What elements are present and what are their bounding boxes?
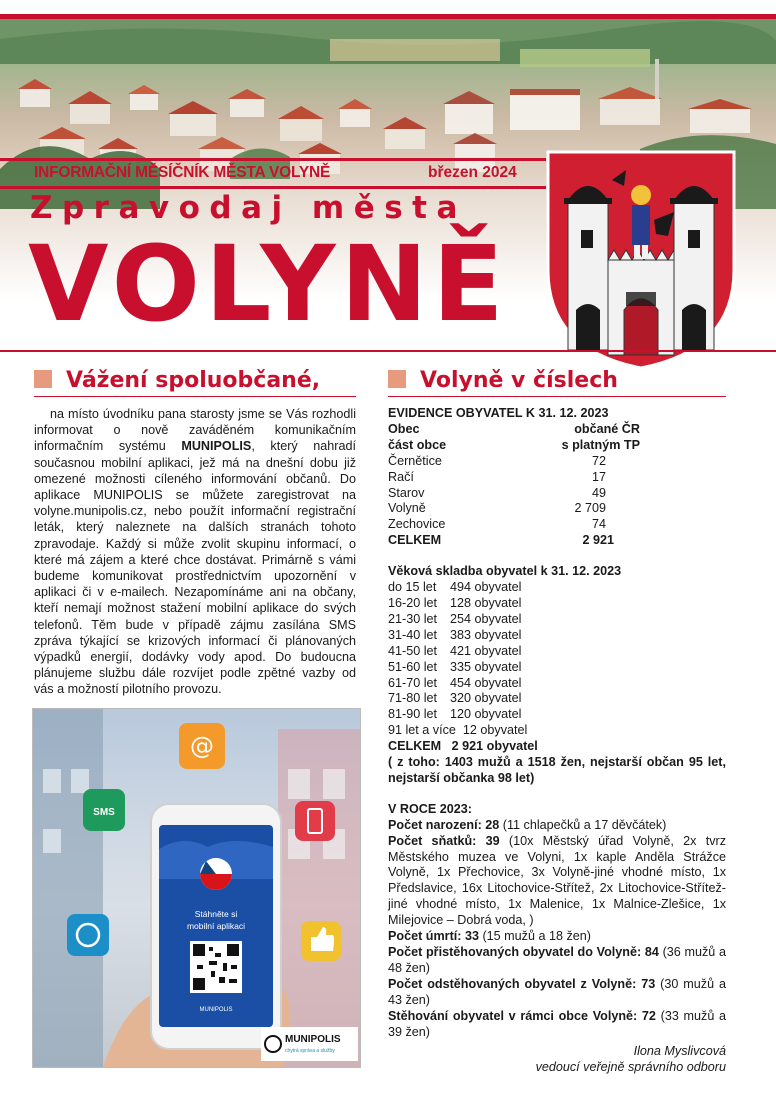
heading-square-icon — [388, 370, 406, 388]
part-name: Zechovice — [388, 517, 446, 532]
left-heading-rule — [34, 396, 356, 397]
age-note: ( z toho: 1403 mužů a 1518 žen, nejstarší občan 95 let, nejstarší občanka 98 let) — [388, 755, 726, 785]
age-count: 383 obyvatel — [450, 627, 522, 642]
stat-label: Počet sňatků: 39 — [388, 833, 500, 848]
part-value: 2 709 — [574, 501, 606, 516]
phone-cta-line2: mobilní aplikaci — [186, 921, 246, 931]
age-count: 335 obyvatel — [450, 659, 522, 674]
age-range: 81-90 let — [388, 707, 438, 722]
body-text-part-2: , který nahradí současnou mobilní aplikaci, jež má na dnešní dobu již omezené možnosti cíleného informování občanů. Do aplikace MUNIPOLIS se můžete zaregistrovat na volyne.munipolis.cz, nebo použít informační registrační leták, který naleznete na dalších stranách tohoto zpravodaje. Každý si může zvolit skupinu informací, o které má zájem a které chce dostávat. Primárně s vámi budeme komunikovat prostřednictvím upozornění v aplikaci či v e-mailech. Nezapomínáme ani na občany, kteří nemají možnost stažení mobilní aplikace do svých telefonů. Těm bude v případě zájmu zasílána SMS zpráva týkající se krizových informací či plánovaných výpadků energií, dodávky vody apod. Do budoucna plánujeme službu dále rozvíjet podle zpětné vazby od vás a možností pilotního provozu. — [34, 439, 356, 697]
stat-item — [388, 818, 726, 834]
table-row — [388, 470, 726, 486]
phone-brand: MUNIPOLIS — [199, 1007, 233, 1013]
list-item — [388, 596, 726, 612]
stat-item — [388, 1009, 726, 1041]
stat-text: (30 mužů a 43 žen) — [388, 976, 726, 1007]
left-article-heading — [34, 368, 320, 393]
stat-text: (15 mužů a 18 žen) — [478, 929, 591, 944]
body-brand-name: MUNIPOLIS — [181, 439, 252, 454]
age-range: 16-20 let — [388, 595, 438, 610]
masthead-bottom-rule — [0, 350, 776, 352]
part-value: 17 — [591, 469, 606, 484]
total-label: CELKEM — [388, 533, 442, 548]
table-header-obcane: občané ČR — [574, 421, 640, 436]
part-name: Volyně — [388, 501, 426, 516]
masthead-subtitle: Zpravodaj města — [30, 190, 467, 226]
part-value: 74 — [591, 517, 606, 532]
heading-square-icon — [34, 370, 52, 388]
age-title: Věková skladba obyvatel k 31. 12. 2023 — [388, 564, 622, 579]
total-value: 2 921 — [582, 533, 614, 548]
sms-icon: SMS — [93, 807, 115, 818]
year-title: V ROCE 2023: — [388, 801, 472, 816]
table-header-platny-tp: s platným TP — [561, 437, 640, 452]
stat-label: Počet odstěhovaných obyvatel z Volyně: 73 — [388, 976, 656, 991]
stat-item — [388, 945, 726, 977]
part-name: Černětice — [388, 453, 442, 468]
stat-item — [388, 977, 726, 1009]
right-heading-rule — [388, 396, 726, 397]
masthead-middle-rule — [0, 186, 546, 189]
right-article-heading — [388, 368, 618, 393]
town-coat-of-arms — [546, 150, 736, 370]
body-text-part-1: na místo úvodníku pana starosty jsme se Vás rozhodli informovat o nově zaváděném komunikačním informačním systému — [34, 407, 356, 454]
munipolis-promo-illustration — [33, 709, 360, 1067]
phone-cta-line1: Stáhněte si — [194, 909, 238, 919]
age-range: 61-70 let — [388, 675, 438, 690]
age-range: do 15 let — [388, 580, 437, 595]
left-article-body — [34, 406, 356, 698]
masthead-title: VOLYNĚ — [28, 223, 509, 345]
list-item — [388, 660, 726, 676]
age-range: 51-60 let — [388, 659, 438, 674]
munipolis-logo-text: MUNIPOLIS — [285, 1034, 341, 1045]
munipolis-logo-tagline: chytrá správa a služby — [285, 1048, 335, 1054]
age-count: 128 obyvatel — [450, 595, 522, 610]
age-range: 21-30 let — [388, 611, 438, 626]
stat-text: (10x Městský úřad Volyně, 2x tvrz Městského muzea ve Volyni, 1x kaple Anděla Strážce Volyně, 1x Přechovice, 3x Volyně-jiné vhodné místo, 1x Předslavice, 16x Litochovice-Střítež, 2x Litochovice-Střítež-jiné vhodné místo, 1x Malenice, 1x Malnice-Zlešice, 1x Milejovice – Dobrá voda, ) — [388, 833, 726, 928]
table-row — [388, 454, 726, 470]
at-icon: @ — [190, 732, 214, 760]
table-total-row — [388, 533, 726, 549]
signature-role: vedoucí veřejně správního odboru — [535, 1060, 726, 1075]
age-range: 31-40 let — [388, 627, 438, 642]
table-row — [388, 501, 726, 517]
right-article-heading-text: Volyně v číslech — [420, 368, 618, 393]
age-count: 494 obyvatel — [450, 580, 522, 595]
stat-item — [388, 929, 726, 945]
stat-label: Počet narození: 28 — [388, 817, 500, 832]
list-item — [388, 612, 726, 628]
list-item — [388, 707, 726, 723]
stat-text: (33 mužů a 39 žen) — [388, 1008, 727, 1039]
issue-date: březen 2024 — [428, 164, 517, 181]
table-row — [388, 517, 726, 533]
table-header-row-2 — [388, 438, 726, 454]
munipolis-promo-photo — [32, 708, 361, 1068]
stat-text: (11 chlapečků a 17 děvčátek) — [499, 817, 667, 832]
age-range: 41-50 let — [388, 643, 438, 658]
table-row — [388, 486, 726, 502]
signature-name: Ilona Myslivcová — [633, 1044, 726, 1059]
spacer — [388, 549, 726, 564]
age-count: 120 obyvatel — [450, 707, 522, 722]
masthead-kicker: INFORMAČNÍ MĚSÍČNÍK MĚSTA VOLYNĚ — [34, 164, 331, 181]
table-header-row-1 — [388, 422, 726, 438]
part-name: Starov — [388, 485, 425, 500]
stat-label: Počet úmrtí: 33 — [388, 929, 479, 944]
age-range: 71-80 let — [388, 691, 438, 706]
masthead-top-rule — [0, 158, 546, 161]
list-item — [388, 691, 726, 707]
stat-label: Stěhování obyvatel v rámci obce Volyně: 72 — [388, 1008, 656, 1023]
list-item — [388, 580, 726, 596]
evidence-title: EVIDENCE OBYVATEL K 31. 12. 2023 — [388, 406, 609, 420]
part-value: 72 — [591, 453, 606, 468]
list-item — [388, 628, 726, 644]
table-header-cast-obce: část obce — [388, 437, 447, 452]
age-count: 454 obyvatel — [450, 675, 522, 690]
age-count: 421 obyvatel — [450, 643, 522, 658]
table-header-obec: Obec — [388, 421, 420, 436]
left-article-heading-text: Vážení spoluobčané, — [66, 368, 321, 393]
part-value: 49 — [591, 485, 606, 500]
list-item — [388, 644, 726, 660]
spacer — [388, 787, 726, 802]
right-article-body — [388, 406, 726, 1076]
stat-item — [388, 834, 726, 929]
age-count: 254 obyvatel — [450, 611, 522, 626]
stat-text: (36 mužů a 48 žen) — [388, 945, 726, 975]
part-name: Račí — [388, 469, 414, 484]
age-last-item: 91 let a více 12 obyvatel — [388, 723, 528, 738]
list-item — [388, 676, 726, 692]
age-count: 320 obyvatel — [450, 691, 522, 706]
stat-label: Počet přistěhovaných obyvatel do Volyně: 84 — [388, 945, 659, 959]
age-total: CELKEM 2 921 obyvatel — [388, 739, 538, 754]
